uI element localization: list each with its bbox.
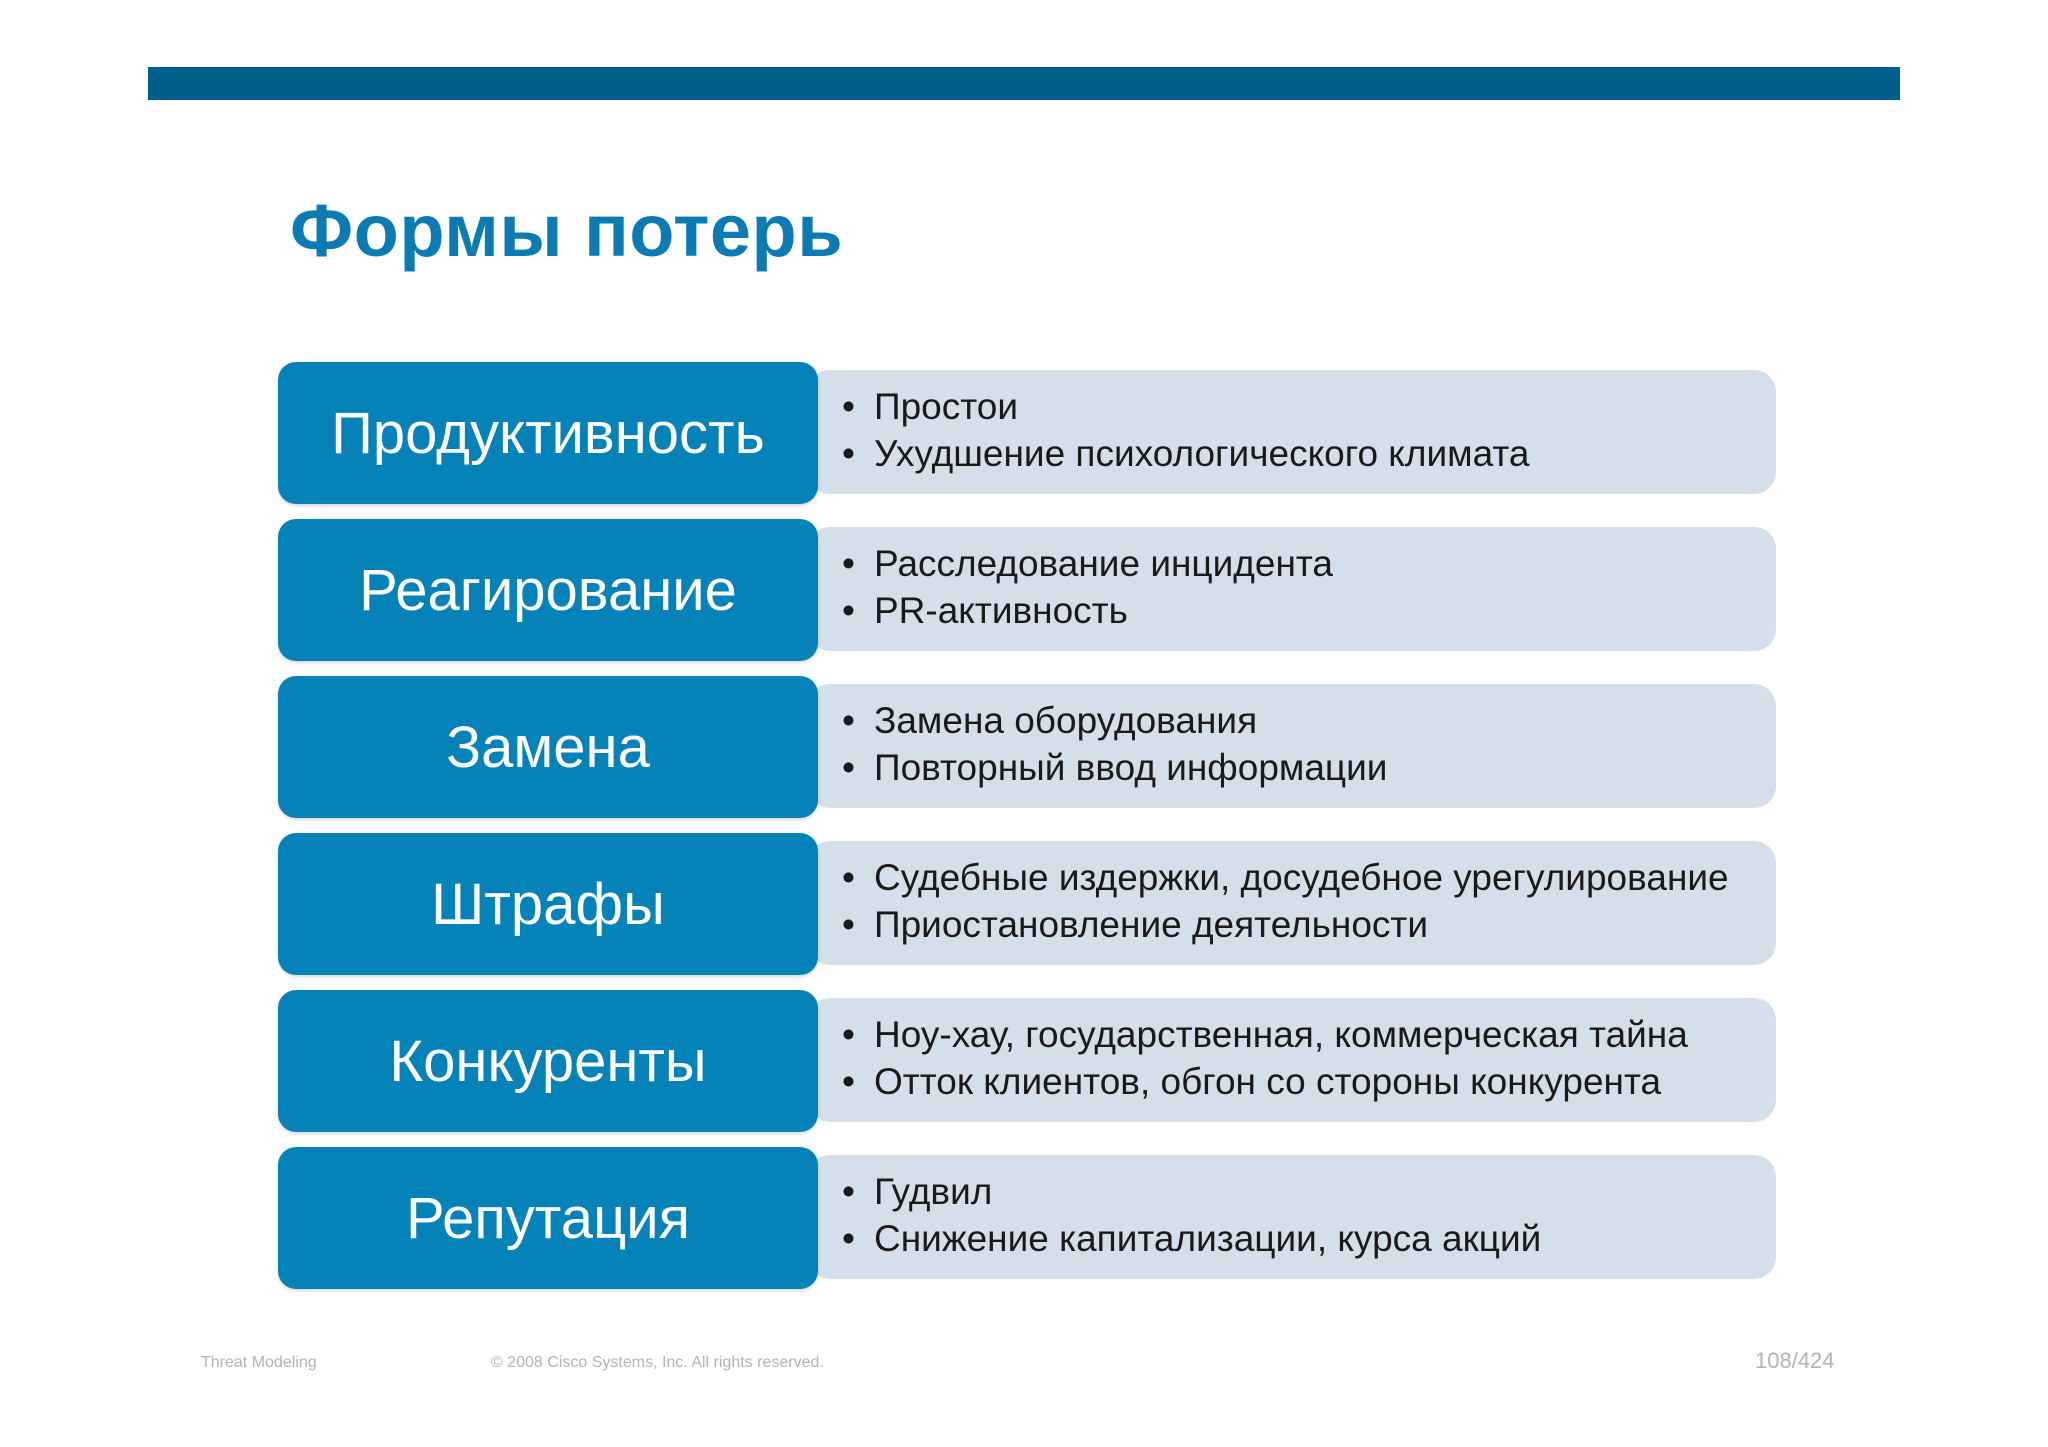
loss-row-details — [808, 1155, 1776, 1279]
loss-item: • Ухудшение психологического климата — [842, 430, 1756, 477]
loss-row-items — [842, 1011, 1756, 1105]
loss-row-details — [808, 684, 1776, 808]
loss-row — [278, 990, 1798, 1132]
loss-row-items — [842, 540, 1756, 634]
loss-item: • Судебные издержки, досудебное урегулирование — [842, 854, 1756, 901]
loss-forms-list — [278, 362, 1798, 1304]
header-bar — [148, 67, 1900, 100]
loss-item: • Отток клиентов, обгон со стороны конкурента — [842, 1058, 1756, 1105]
loss-row-items — [842, 854, 1756, 948]
loss-item: • Ноу-хау, государственная, коммерческая тайна — [842, 1011, 1756, 1058]
loss-row — [278, 1147, 1798, 1289]
loss-row — [278, 833, 1798, 975]
loss-row-items — [842, 383, 1756, 477]
loss-item: • Повторный ввод информации — [842, 744, 1756, 791]
footer-course-name: Threat Modeling — [201, 1354, 317, 1371]
loss-row-items — [842, 1168, 1756, 1262]
loss-row-details — [808, 841, 1776, 965]
loss-row — [278, 362, 1798, 504]
loss-row-details — [808, 527, 1776, 651]
loss-row-label: Замена — [278, 676, 818, 818]
footer-copyright: © 2008 Cisco Systems, Inc. All rights reserved. — [491, 1354, 824, 1371]
loss-item: • Простои — [842, 383, 1756, 430]
loss-row-label: Репутация — [278, 1147, 818, 1289]
loss-row — [278, 519, 1798, 661]
loss-item: • Расследование инцидента — [842, 540, 1756, 587]
loss-item: • Гудвил — [842, 1168, 1756, 1215]
page-title: Формы потерь — [290, 189, 844, 272]
loss-item: • PR-активность — [842, 587, 1756, 634]
loss-row-label: Штрафы — [278, 833, 818, 975]
loss-row-items — [842, 697, 1756, 791]
loss-row-details — [808, 370, 1776, 494]
loss-row-label: Конкуренты — [278, 990, 818, 1132]
loss-row-label: Продуктивность — [278, 362, 818, 504]
page-number: 108/424 — [1755, 1348, 1835, 1373]
loss-row-label: Реагирование — [278, 519, 818, 661]
loss-item: • Приостановление деятельности — [842, 901, 1756, 948]
loss-row — [278, 676, 1798, 818]
loss-item: • Снижение капитализации, курса акций — [842, 1215, 1756, 1262]
loss-row-details — [808, 998, 1776, 1122]
loss-item: • Замена оборудования — [842, 697, 1756, 744]
